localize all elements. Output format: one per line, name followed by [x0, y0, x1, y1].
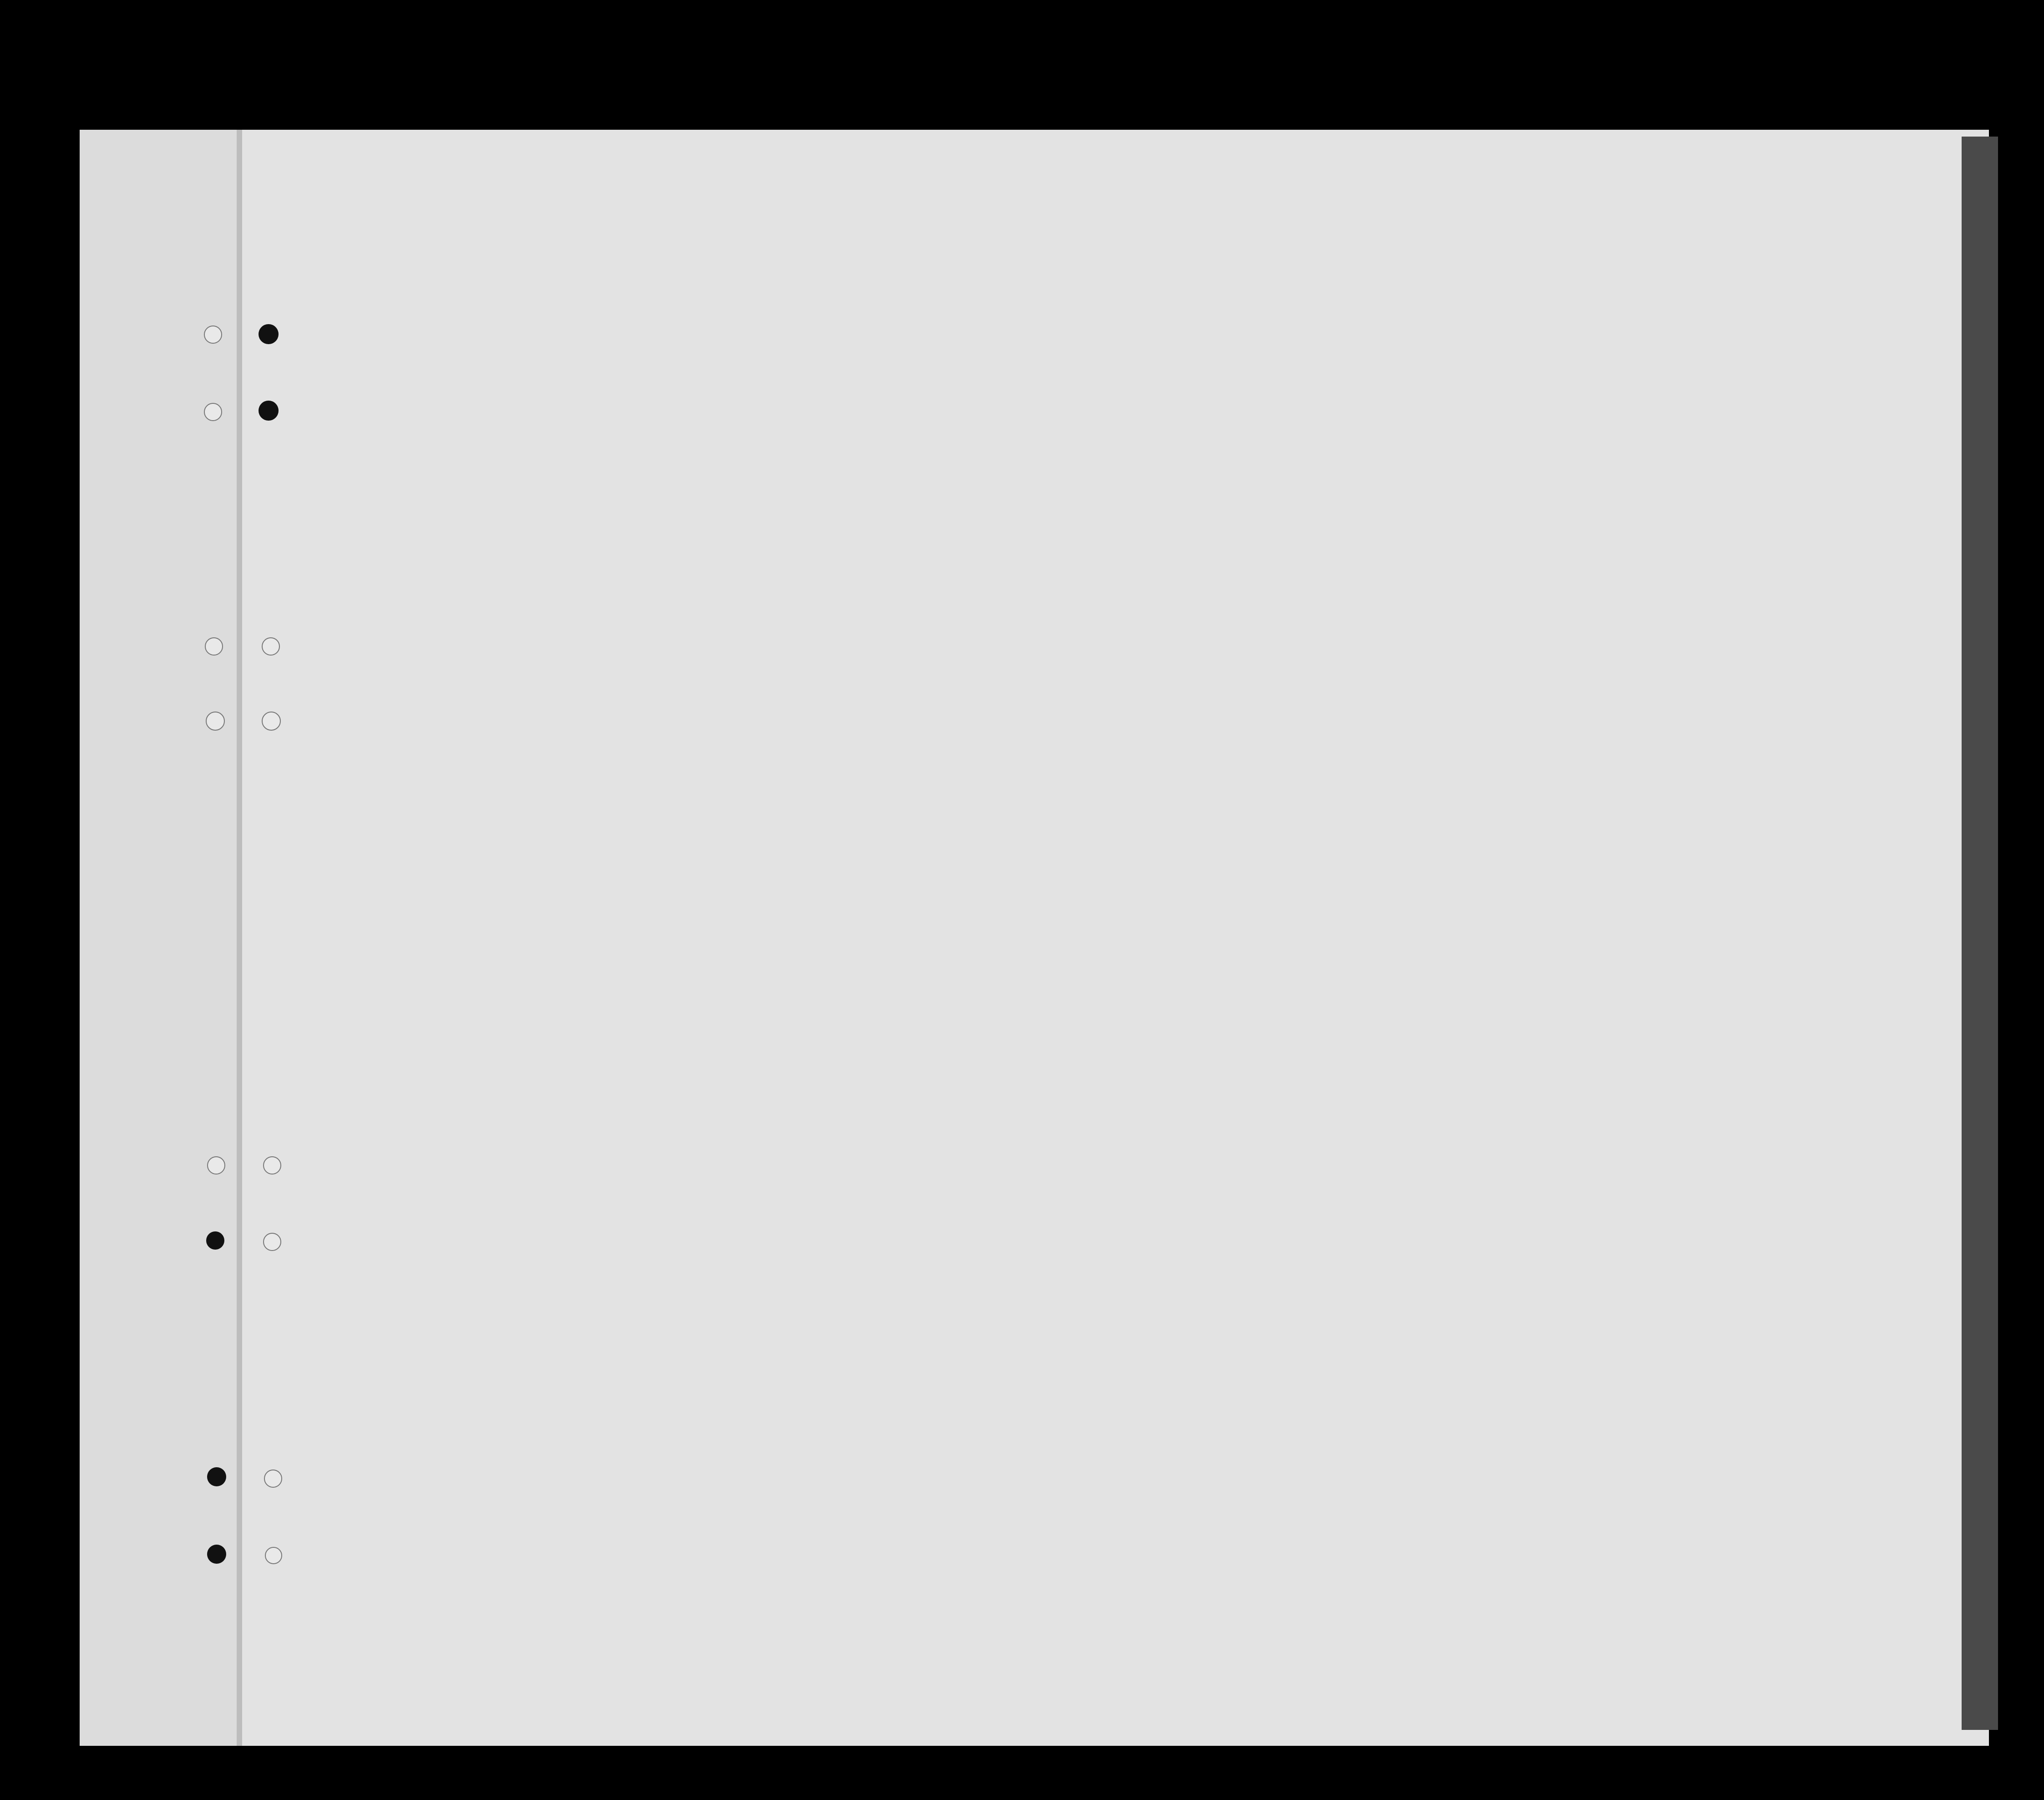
punch-hole: [262, 712, 281, 731]
punch-hole: [259, 401, 279, 421]
punch-hole: [207, 1156, 225, 1175]
punch-hole: [263, 1233, 281, 1251]
punch-hole: [204, 403, 222, 421]
punch-hole: [265, 1547, 282, 1564]
punch-hole: [206, 712, 225, 731]
punch-hole: [262, 637, 280, 656]
punch-hole: [204, 325, 222, 344]
punch-hole: [205, 637, 223, 656]
punch-hole: [264, 1469, 282, 1488]
punch-hole: [259, 324, 279, 344]
punch-hole: [207, 1467, 226, 1486]
punch-hole: [206, 1231, 224, 1250]
punch-hole: [263, 1156, 281, 1175]
punch-hole: [207, 1545, 226, 1564]
